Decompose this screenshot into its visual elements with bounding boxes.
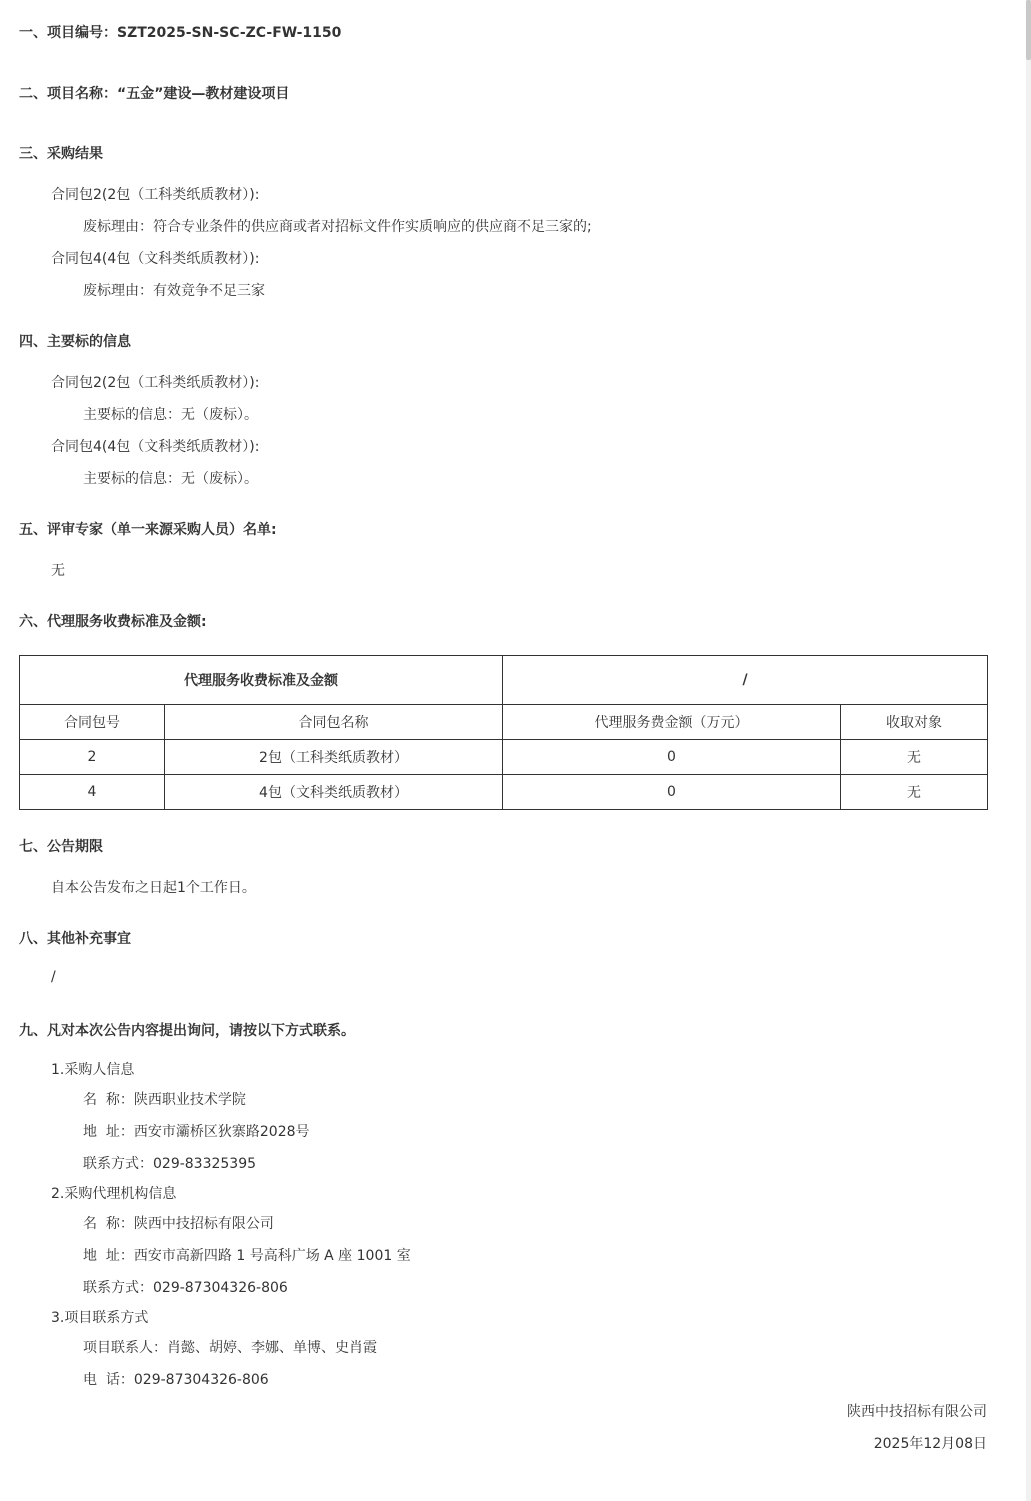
purchaser-name: 名 称：陕西职业技术学院 <box>83 1092 246 1108</box>
project-contact-phone: 电 话：029-87304326-806 <box>83 1372 269 1388</box>
section-title-agency-fee: 六、代理服务收费标准及金额: <box>19 614 207 630</box>
column-header-package-number: 合同包号 <box>20 705 165 740</box>
other-matters-value: / <box>51 969 56 985</box>
column-header-fee-amount: 代理服务费金额（万元） <box>503 705 841 740</box>
agency-name: 名 称：陕西中技招标有限公司 <box>83 1216 274 1232</box>
footer-company: 陕西中技招标有限公司 <box>847 1404 987 1420</box>
subject-package-2-title: 合同包2(2包（工科类纸质教材）): <box>51 375 260 391</box>
agency-address: 地 址：西安市高新四路 1 号高科广场 A 座 1001 室 <box>83 1248 411 1264</box>
section-title-procurement-result: 三、采购结果 <box>19 146 103 162</box>
result-package-2-title: 合同包2(2包（工科类纸质教材）): <box>51 187 260 203</box>
section-title-experts: 五、评审专家（单一来源采购人员）名单: <box>19 522 277 538</box>
result-package-2-reason: 废标理由：符合专业条件的供应商或者对招标文件作实质响应的供应商不足三家的; <box>83 219 592 235</box>
section-title-notice-period: 七、公告期限 <box>19 839 103 855</box>
project-name-label: 二、项目名称： <box>19 86 117 102</box>
project-number-label: 一、项目编号： <box>19 25 117 41</box>
result-package-4-title: 合同包4(4包（文科类纸质教材）): <box>51 251 260 267</box>
cell-collect-target: 无 <box>841 775 988 810</box>
fee-header-value: / <box>503 656 988 705</box>
purchaser-contact: 联系方式：029-83325395 <box>83 1156 257 1172</box>
section-title-other-matters: 八、其他补充事宜 <box>19 931 131 947</box>
cell-collect-target: 无 <box>841 740 988 775</box>
subject-package-4-info: 主要标的信息：无（废标）。 <box>83 471 258 487</box>
table-column-header-row <box>20 705 988 740</box>
agency-info-title: 2.采购代理机构信息 <box>51 1186 177 1202</box>
column-header-collect-target: 收取对象 <box>841 705 988 740</box>
scrollbar-thumb[interactable] <box>1026 0 1031 60</box>
table-row <box>20 740 988 775</box>
notice-period-value: 自本公告发布之日起1个工作日。 <box>51 880 256 896</box>
project-number-value: SZT2025-SN-SC-ZC-FW-1150 <box>117 25 342 41</box>
cell-package-number: 4 <box>20 775 165 810</box>
subject-package-4-title: 合同包4(4包（文科类纸质教材）): <box>51 439 260 455</box>
cell-package-number: 2 <box>20 740 165 775</box>
section-title-main-subject: 四、主要标的信息 <box>19 334 131 350</box>
project-contact-title: 3.项目联系方式 <box>51 1310 149 1326</box>
experts-value: 无 <box>51 563 65 579</box>
fee-header-label: 代理服务收费标准及金额 <box>20 656 503 705</box>
cell-fee-amount: 0 <box>503 740 841 775</box>
table-row <box>20 775 988 810</box>
purchaser-address: 地 址：西安市灞桥区狄寨路2028号 <box>83 1124 310 1140</box>
project-number-line <box>19 22 341 42</box>
footer-date: 2025年12月08日 <box>873 1436 987 1452</box>
vertical-scrollbar[interactable] <box>1026 0 1031 1501</box>
cell-package-name: 2包（工科类纸质教材） <box>165 740 503 775</box>
table-header-row <box>20 656 988 705</box>
subject-package-2-info: 主要标的信息：无（废标）。 <box>83 407 258 423</box>
section-title-contact: 九、凡对本次公告内容提出询问，请按以下方式联系。 <box>19 1023 355 1039</box>
project-name-line <box>19 83 289 103</box>
agency-contact: 联系方式：029-87304326-806 <box>83 1280 288 1296</box>
project-name-value: “五金”建设—教材建设项目 <box>117 86 290 102</box>
purchaser-info-title: 1.采购人信息 <box>51 1062 135 1078</box>
cell-fee-amount: 0 <box>503 775 841 810</box>
column-header-package-name: 合同包名称 <box>165 705 503 740</box>
agency-fee-table <box>19 655 988 810</box>
project-contact-people: 项目联系人：肖懿、胡婷、李娜、单博、史肖霞 <box>83 1340 377 1356</box>
result-package-4-reason: 废标理由：有效竞争不足三家 <box>83 283 265 299</box>
cell-package-name: 4包（文科类纸质教材） <box>165 775 503 810</box>
